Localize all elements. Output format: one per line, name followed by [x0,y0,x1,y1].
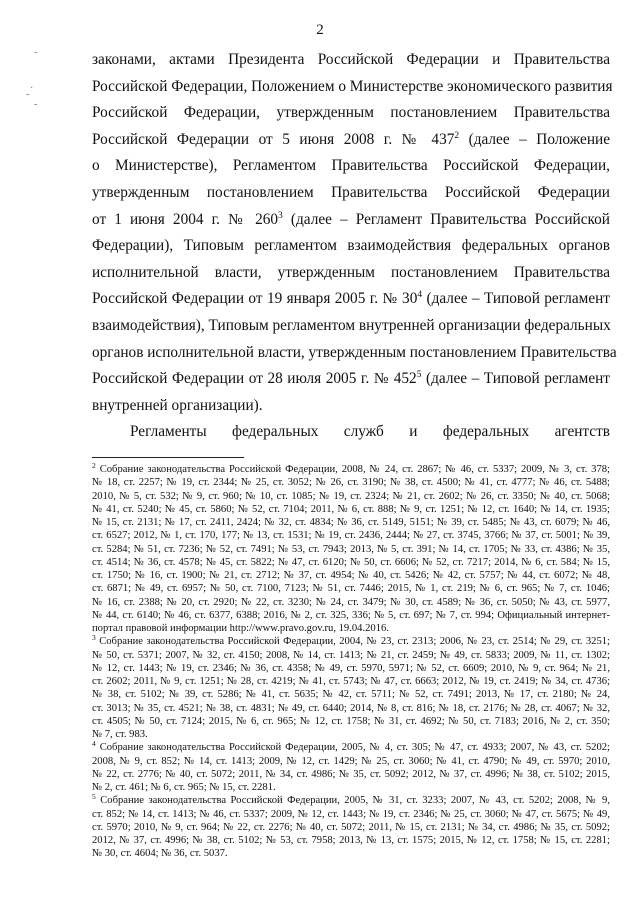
footnote-line [92,675,610,688]
footnote-line [92,702,610,715]
footnote-text: № 50, ст. 5371; 2007, № 32, ст. 4150; 2008, № 14, ст. 1413; № 21, ст. 2459; № 49, ст. 5833; 2009, № 11, ст. 1302; [92,649,610,661]
footnote-text: Собрание законодательства Российской Федерации, 2008, № 24, ст. 2867; № 46, ст. 5337; 2009, № 3, ст. 378; [95,464,610,475]
body-line-text: органов исполнительной власти, утвержденным постановлением Правительства [92,343,617,361]
body-line-text: от 1 июня 2004 г. № 260 [92,210,279,228]
footnote-reference: 2 [454,130,460,141]
footnote-line [92,781,610,794]
body-line-text: о Министерстве), Регламентом Правительства Российской Федерации, [92,157,610,175]
footnote-text: ст. 6871; № 49, ст. 6957; № 50, ст. 7100, 7123; № 51, ст. 7446; 2015, № 1, ст. 219; № 6, ст. 965; № 7, ст. 1046; [92,583,610,595]
footnote-text: 2012, № 37, ст. 4996; № 38, ст. 5102; № 53, ст. 7958; 2013, № 13, ст. 1575; 2015, № 12, ст. 1758; № 15, ст. 2281; [92,835,610,846]
page-number: 2 [316,22,324,38]
footnote-line [92,808,610,821]
body-line [92,313,610,340]
footnote-number: 5 [92,794,96,802]
body-line-text: законами, актами Президента Российской Федерации и Правительства [92,51,610,68]
footnote-reference: 5 [416,370,422,381]
footnote-reference: 3 [278,210,283,221]
body-line-text: исполнительной власти, утвержденным постановлением Правительства [92,263,610,281]
footnote-text: № 7, ст. 983. [92,729,148,740]
footnote-line [92,596,610,609]
footnote-text: ст. 2602; 2011, № 9, ст. 1251; № 28, ст. 4219; № 41, ст. 5743; № 47, ст. 6663; 2012, № 19, ст. 2419; № 34, ст. 4736; [92,676,610,687]
footnote-number: 3 [92,635,96,643]
footnote-line [92,834,610,847]
body-line-text: (далее – Регламент Правительства Российской [282,210,610,228]
footnote-text: ст. 4514; № 36, ст. 4578; № 45, ст. 5822; № 47, ст. 6120; № 50, ст. 6606; № 52, ст. 7217; 2014, № 6, ст. 584; № 15, [92,556,610,568]
footnote-line [92,662,610,675]
footnote-text: Собрание законодательства Российской Федерации, 2004, № 23, ст. 2313; 2006, № 23, ст. 2514; № 29, ст. 3251; [95,636,610,648]
footnote-reference: 4 [417,290,423,301]
footnote-text: Собрание законодательства Российской Федерации, 2005, № 31, ст. 3233; 2007, № 43, ст. 5202; 2008, № 9, [95,795,610,807]
footnote-line [92,688,610,701]
footnote-text: ст. 1750; № 16, ст. 1900; № 21, ст. 2712; № 37, ст. 4954; № 40, ст. 5426; № 42, ст. 5757; № 44, ст. 6072; № 48, [92,570,610,581]
footnote-line [92,476,610,489]
footnote-line [92,582,610,595]
body-line-text: (далее – Типовой регламент [421,370,610,388]
body-line-text: взаимодействия), Типовым регламентом внутренней организации федеральных [92,316,611,334]
footnote-text: № 41, ст. 5240; № 45, ст. 5860; № 52, ст. 7104; 2011, № 6, ст. 888; № 9, ст. 1251; № 12, ст. 1640; № 14, ст. 1935; [92,503,610,515]
body-line [92,153,610,180]
footnote-text: ст. 5284; № 51, ст. 7236; № 52, ст. 7491; № 53, ст. 7943; 2013, № 5, ст. 391; № 14, ст. 1705; № 33, ст. 4386; № 35, [92,543,610,555]
footnote-text: портал правовой информации http://www.pravo.gov.ru, 19.04.2016. [92,623,389,634]
body-line-text: Российской Федерации от 19 января 2005 г. № 30 [92,290,418,308]
footnote-line [92,490,610,503]
body-line [92,47,610,74]
margin-mark: - [26,89,30,100]
body-line-text: Регламенты федеральных служб и федеральных агентств [130,423,610,441]
footnote-line [92,503,610,516]
body-line [92,127,610,154]
footnote-line [92,556,610,569]
body-line [92,180,610,207]
body-line [92,366,610,393]
footnote-text: ст. 5970; 2010, № 9, ст. 964; № 22, ст. 2276; № 40, ст. 5072; 2011, № 15, ст. 2131; № 34, ст. 4986; № 35, ст. 5092; [92,821,610,833]
body-line-text: Российской Федерации, утвержденным постановлением Правительства [92,104,610,122]
footnote-start-line [92,463,610,476]
footnote-text: № 38, ст. 5102; № 39, ст. 5286; № 41, ст. 5635; № 42, ст. 5711; № 52, ст. 7491; 2013, № 17, ст. 2180; № 24, [92,689,610,701]
footnote-line [92,529,610,542]
body-line [92,233,610,260]
footnote-text: № 30, ст. 4604; № 36, ст. 5037. [92,848,228,860]
body-line-text: (далее – Типовой регламент [422,290,610,308]
body-line [92,340,617,367]
body-line-text: Федерации), Типовым регламентом взаимодействия федеральных органов [92,237,610,255]
margin-mark: - [34,99,38,110]
footnote-text: 2008, № 9, ст. 852; № 14, ст. 1413; 2009, № 12, ст. 1429; № 25, ст. 3060; № 41, ст. 4790; № 49, ст. 5970; 2010, [92,755,610,767]
body-line [92,74,613,101]
footnote-start-line [92,635,610,648]
margin-mark: · [30,83,34,94]
footnote-text: № 18, ст. 2257; № 19, ст. 2344; № 25, ст. 3052; № 26, ст. 3190; № 38, ст. 4500; № 41, ст. 4777; № 46, ст. 5488; [92,477,610,489]
footnote-line [92,847,610,860]
footnote-number: 4 [92,741,96,749]
footnote-line [92,768,610,781]
footnote-text: № 22, ст. 2776; № 40, ст. 5072; 2011, № 34, ст. 4986; № 35, ст. 5092; 2012, № 37, ст. 4996; № 38, ст. 5102; 2015, [92,768,610,780]
footnote-text: № 2, ст. 461; № 6, ст. 965; № 15, ст. 2281. [92,782,276,793]
footnote-line [92,609,610,622]
main-text [92,47,617,446]
body-line [92,419,610,446]
footnote-text: 2010, № 5, ст. 532; № 9, ст. 960; № 10, ст. 1085; № 19, ст. 2324; № 21, ст. 2602; № 26, ст. 3350; № 40, ст. 5068; [92,490,610,502]
body-line-text: Российской Федерации от 28 июля 2005 г. № 452 [92,370,417,388]
footnote-text: № 15, ст. 2131; № 17, ст. 2411, 2424; № 32, ст. 4834; № 36, ст. 5149, 5151; № 39, ст. 5485; № 43, ст. 6079; № 46, [92,517,610,528]
body-line-text: внутренней организации). [92,396,263,414]
footnote-line [92,516,610,529]
footnote-start-line [92,794,610,807]
footnote-text: № 44, ст. 6140; № 46, ст. 6377, 6388; 2016, № 2, ст. 325, 336; № 5, ст. 697; № 7, ст. 994; Официальный интернет- [92,609,610,621]
footnote-text: ст. 4505; № 50, ст. 7124; 2015, № 6, ст. 965; № 12, ст. 1758; № 31, ст. 4692; № 50, ст. 7183; 2016, № 2, ст. 350; [92,715,610,727]
body-line-text: Российской Федерации от 5 июня 2008 г. № 437 [92,130,455,148]
footnote-line [92,821,610,834]
footnote-line [92,728,610,741]
body-line-text: Российской Федерации, Положением о Министерстве экономического развития [92,77,613,95]
footnote-text: № 16, ст. 2388; № 20, ст. 2920; № 22, ст. 3230; № 24, ст. 3479; № 30, ст. 4589; № 36, ст. 5050; № 43, ст. 5977, [92,596,610,608]
margin-mark: - [34,47,38,58]
footnote-text: № 12, ст. 1443; № 19, ст. 2346; № 36, ст. 4358; № 49, ст. 5970, 5971; № 52, ст. 6609; 2010, № 9, ст. 964; № 21, [92,662,610,674]
footnote-line [92,543,610,556]
body-line [92,260,610,287]
footnote-number: 2 [92,463,96,470]
footnote-text: ст. 6527; 2012, № 1, ст. 170, 177; № 13, ст. 1531; № 19, ст. 2436, 2444; № 27, ст. 3745, 3766; № 37, ст. 5001; № 39, [92,530,610,542]
footnote-start-line [92,741,610,754]
footnote-line [92,569,610,582]
body-line-text: (далее – Положение [459,130,610,148]
body-line [92,286,610,313]
body-line [92,100,610,127]
footnotes [92,463,610,861]
footnote-line [92,622,610,635]
footnote-line [92,755,610,768]
footnote-text: ст. 852; № 14, ст. 1413; № 46, ст. 5337; 2009, № 12, ст. 1443; № 19, ст. 2346; № 25, ст. 3060; № 47, ст. 5675; № 49, [92,808,610,820]
footnote-text: ст. 3013; № 35, ст. 4521; № 38, ст. 4831; № 49, ст. 6440; 2014, № 8, ст. 816; № 18, ст. 2176; № 28, ст. 4067; № 32, [92,702,610,714]
body-line [92,207,610,234]
body-line [92,393,610,420]
footnote-text: Собрание законодательства Российской Федерации, 2005, № 4, ст. 305; № 47, ст. 4933; 2007, № 43, ст. 5202; [95,742,610,754]
footnote-line [92,715,610,728]
footnote-line [92,649,610,662]
body-line-text: утвержденным постановлением Правительства Российской Федерации [92,183,610,201]
footnote-separator [92,457,244,458]
